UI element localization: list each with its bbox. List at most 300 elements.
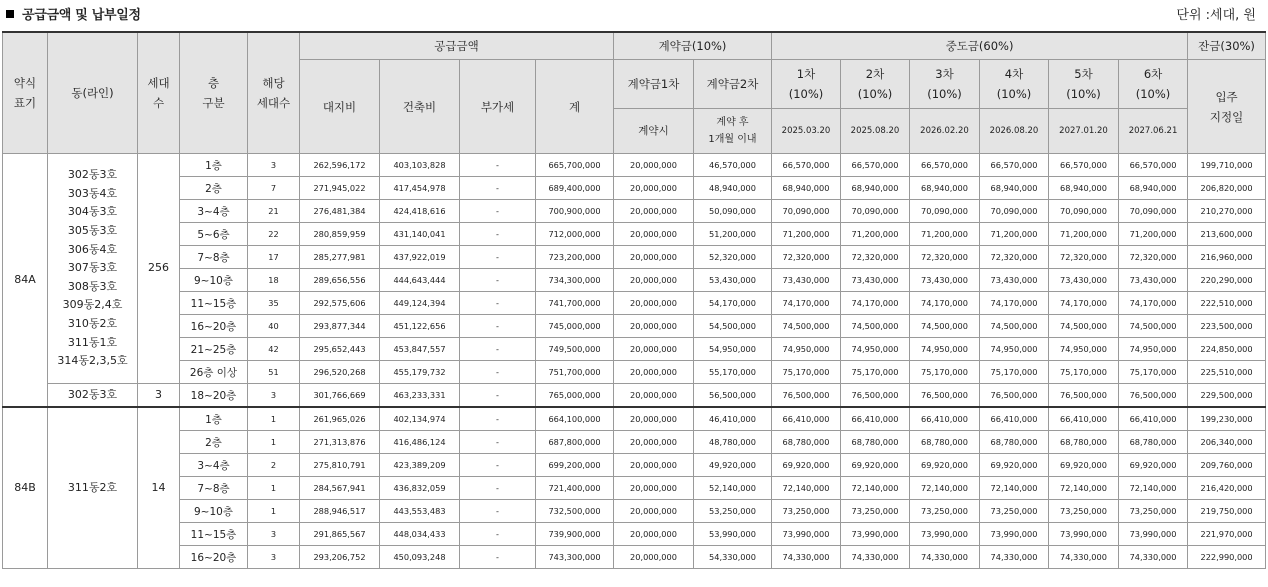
middle1-cell: 68,940,000 xyxy=(772,177,841,200)
floor-cell: 21~25층 xyxy=(180,338,248,361)
vat-cell: - xyxy=(460,454,536,477)
units-cell: 17 xyxy=(248,246,300,269)
table-row xyxy=(3,338,1266,361)
middle2-cell: 68,780,000 xyxy=(841,431,910,454)
middle1-cell: 74,330,000 xyxy=(772,546,841,569)
construction-price-cell: 448,034,433 xyxy=(380,523,460,546)
middle5-cell: 73,250,000 xyxy=(1049,500,1119,523)
middle6-cell: 74,330,000 xyxy=(1119,546,1188,569)
table-body xyxy=(3,154,1266,569)
middle4-cell: 68,780,000 xyxy=(980,431,1049,454)
table-row xyxy=(3,523,1266,546)
middle3-cell: 74,950,000 xyxy=(910,338,980,361)
units-cell: 3 xyxy=(248,154,300,177)
middle6-cell: 73,250,000 xyxy=(1119,500,1188,523)
total-price-cell: 765,000,000 xyxy=(536,384,614,408)
total-price-cell: 699,200,000 xyxy=(536,454,614,477)
middle3-cell: 75,170,000 xyxy=(910,361,980,384)
contract2-when: 계약 후 1개월 이내 xyxy=(694,109,772,154)
contract2-cell: 54,950,000 xyxy=(694,338,772,361)
supply-price-group-header: 공급금액 xyxy=(300,32,614,60)
building-lines-cell xyxy=(48,154,138,384)
balance-cell: 210,270,000 xyxy=(1188,200,1266,223)
total-price-cell: 734,300,000 xyxy=(536,269,614,292)
floor-cell: 11~15층 xyxy=(180,292,248,315)
construction-price-cell: 451,122,656 xyxy=(380,315,460,338)
col-middle5-header: 5차 (10%) xyxy=(1049,60,1119,109)
table-row xyxy=(3,454,1266,477)
middle2-cell: 73,430,000 xyxy=(841,269,910,292)
total-price-cell: 689,400,000 xyxy=(536,177,614,200)
col-balance-header: 입주 지정일 xyxy=(1188,60,1266,154)
construction-price-cell: 455,179,732 xyxy=(380,361,460,384)
balance-group-header: 잔금(30%) xyxy=(1188,32,1266,60)
balance-cell: 224,850,000 xyxy=(1188,338,1266,361)
balance-cell: 222,510,000 xyxy=(1188,292,1266,315)
col-land-header: 대지비 xyxy=(300,60,380,154)
building-line: 307동3호 xyxy=(67,261,118,275)
middle5-date: 2027.01.20 xyxy=(1049,109,1119,154)
middle6-cell: 73,990,000 xyxy=(1119,523,1188,546)
balance-cell: 199,710,000 xyxy=(1188,154,1266,177)
contract1-cell: 20,000,000 xyxy=(614,361,694,384)
land-price-cell: 275,810,791 xyxy=(300,454,380,477)
balance-cell: 223,500,000 xyxy=(1188,315,1266,338)
middle5-cell: 66,410,000 xyxy=(1049,407,1119,431)
middle2-cell: 74,950,000 xyxy=(841,338,910,361)
table-row xyxy=(3,315,1266,338)
middle5-cell: 74,170,000 xyxy=(1049,292,1119,315)
vat-cell: - xyxy=(460,200,536,223)
middle4-cell: 72,320,000 xyxy=(980,246,1049,269)
land-price-cell: 262,596,172 xyxy=(300,154,380,177)
balance-cell: 206,820,000 xyxy=(1188,177,1266,200)
floor-cell: 18~20층 xyxy=(180,384,248,408)
contract2-cell: 51,200,000 xyxy=(694,223,772,246)
middle4-cell: 73,250,000 xyxy=(980,500,1049,523)
middle6-cell: 72,140,000 xyxy=(1119,477,1188,500)
middle6-cell: 76,500,000 xyxy=(1119,384,1188,408)
middle1-cell: 72,320,000 xyxy=(772,246,841,269)
middle3-cell: 68,940,000 xyxy=(910,177,980,200)
middle4-date: 2026.08.20 xyxy=(980,109,1049,154)
units-cell: 51 xyxy=(248,361,300,384)
contract1-cell: 20,000,000 xyxy=(614,407,694,431)
middle3-cell: 66,570,000 xyxy=(910,154,980,177)
building-line: 311동2호 xyxy=(67,480,118,494)
middle2-cell: 66,410,000 xyxy=(841,407,910,431)
table-row xyxy=(3,500,1266,523)
building-line: 306동4호 xyxy=(67,242,118,256)
vat-cell: - xyxy=(460,315,536,338)
construction-price-cell: 431,140,041 xyxy=(380,223,460,246)
floor-cell: 16~20층 xyxy=(180,315,248,338)
middle-payment-group-header: 중도금(60%) xyxy=(772,32,1188,60)
middle1-cell: 74,950,000 xyxy=(772,338,841,361)
middle6-cell: 68,940,000 xyxy=(1119,177,1188,200)
middle4-cell: 72,140,000 xyxy=(980,477,1049,500)
middle1-cell: 73,990,000 xyxy=(772,523,841,546)
middle2-cell: 74,170,000 xyxy=(841,292,910,315)
vat-cell: - xyxy=(460,154,536,177)
middle3-cell: 73,990,000 xyxy=(910,523,980,546)
floor-cell: 3~4층 xyxy=(180,454,248,477)
households-cell: 14 xyxy=(138,407,180,569)
middle5-cell: 73,430,000 xyxy=(1049,269,1119,292)
contract2-cell: 48,780,000 xyxy=(694,431,772,454)
building-line: 305동3호 xyxy=(67,224,118,238)
contract2-cell: 54,330,000 xyxy=(694,546,772,569)
table-row xyxy=(3,246,1266,269)
balance-cell: 216,960,000 xyxy=(1188,246,1266,269)
price-schedule-table xyxy=(2,31,1266,569)
table-row xyxy=(3,431,1266,454)
vat-cell: - xyxy=(460,523,536,546)
units-cell: 2 xyxy=(248,454,300,477)
total-price-cell: 743,300,000 xyxy=(536,546,614,569)
floor-cell: 2층 xyxy=(180,177,248,200)
middle3-cell: 69,920,000 xyxy=(910,454,980,477)
middle6-cell: 75,170,000 xyxy=(1119,361,1188,384)
middle2-date: 2025.08.20 xyxy=(841,109,910,154)
col-construction-header: 건축비 xyxy=(380,60,460,154)
total-price-cell: 739,900,000 xyxy=(536,523,614,546)
middle5-cell: 76,500,000 xyxy=(1049,384,1119,408)
middle1-cell: 72,140,000 xyxy=(772,477,841,500)
contract1-cell: 20,000,000 xyxy=(614,477,694,500)
middle4-cell: 68,940,000 xyxy=(980,177,1049,200)
col-middle2-header: 2차 (10%) xyxy=(841,60,910,109)
floor-cell: 3~4층 xyxy=(180,200,248,223)
middle1-cell: 74,500,000 xyxy=(772,315,841,338)
vat-cell: - xyxy=(460,407,536,431)
construction-price-cell: 449,124,394 xyxy=(380,292,460,315)
vat-cell: - xyxy=(460,546,536,569)
table-row xyxy=(3,154,1266,177)
units-cell: 35 xyxy=(248,292,300,315)
floor-cell: 11~15층 xyxy=(180,523,248,546)
middle4-cell: 69,920,000 xyxy=(980,454,1049,477)
floor-cell: 7~8층 xyxy=(180,246,248,269)
building-line: 311동1호 xyxy=(67,335,118,349)
col-contract2-header: 계약금2차 xyxy=(694,60,772,109)
middle1-cell: 69,920,000 xyxy=(772,454,841,477)
floor-cell: 26층 이상 xyxy=(180,361,248,384)
table-row xyxy=(3,200,1266,223)
contract2-cell: 50,090,000 xyxy=(694,200,772,223)
building-line: 302동3호 xyxy=(67,168,118,182)
total-price-cell: 721,400,000 xyxy=(536,477,614,500)
units-cell: 1 xyxy=(248,431,300,454)
land-price-cell: 301,766,669 xyxy=(300,384,380,408)
land-price-cell: 261,965,026 xyxy=(300,407,380,431)
middle2-cell: 69,920,000 xyxy=(841,454,910,477)
col-middle4-header: 4차 (10%) xyxy=(980,60,1049,109)
balance-cell: 229,500,000 xyxy=(1188,384,1266,408)
units-cell: 1 xyxy=(248,477,300,500)
middle1-cell: 71,200,000 xyxy=(772,223,841,246)
contract1-cell: 20,000,000 xyxy=(614,246,694,269)
contract2-cell: 54,500,000 xyxy=(694,315,772,338)
type-cell: 84A xyxy=(3,154,48,408)
construction-price-cell: 424,418,616 xyxy=(380,200,460,223)
units-cell: 21 xyxy=(248,200,300,223)
bullet-square-icon xyxy=(6,10,14,18)
middle1-cell: 76,500,000 xyxy=(772,384,841,408)
middle4-cell: 74,500,000 xyxy=(980,315,1049,338)
construction-price-cell: 450,093,248 xyxy=(380,546,460,569)
middle3-cell: 74,170,000 xyxy=(910,292,980,315)
contract2-cell: 46,570,000 xyxy=(694,154,772,177)
col-building-header: 동(라인) xyxy=(48,32,138,154)
col-middle1-header: 1차 (10%) xyxy=(772,60,841,109)
middle1-cell: 66,410,000 xyxy=(772,407,841,431)
contract1-cell: 20,000,000 xyxy=(614,454,694,477)
middle4-cell: 76,500,000 xyxy=(980,384,1049,408)
building-line: 303동4호 xyxy=(67,186,118,200)
vat-cell: - xyxy=(460,246,536,269)
households-cell: 256 xyxy=(138,154,180,384)
middle6-cell: 72,320,000 xyxy=(1119,246,1188,269)
middle3-cell: 74,500,000 xyxy=(910,315,980,338)
middle6-cell: 69,920,000 xyxy=(1119,454,1188,477)
middle4-cell: 71,200,000 xyxy=(980,223,1049,246)
middle6-cell: 70,090,000 xyxy=(1119,200,1188,223)
units-cell: 7 xyxy=(248,177,300,200)
units-cell: 1 xyxy=(248,500,300,523)
contract2-cell: 54,170,000 xyxy=(694,292,772,315)
contract2-cell: 55,170,000 xyxy=(694,361,772,384)
building-lines-cell xyxy=(48,407,138,569)
vat-cell: - xyxy=(460,269,536,292)
col-floor-header: 층 구분 xyxy=(180,32,248,154)
construction-price-cell: 423,389,209 xyxy=(380,454,460,477)
middle5-cell: 72,320,000 xyxy=(1049,246,1119,269)
middle3-cell: 68,780,000 xyxy=(910,431,980,454)
balance-cell: 206,340,000 xyxy=(1188,431,1266,454)
units-cell: 42 xyxy=(248,338,300,361)
col-households-header: 세대 수 xyxy=(138,32,180,154)
construction-price-cell: 437,922,019 xyxy=(380,246,460,269)
floor-cell: 1층 xyxy=(180,154,248,177)
middle6-cell: 74,950,000 xyxy=(1119,338,1188,361)
middle5-cell: 72,140,000 xyxy=(1049,477,1119,500)
table-row xyxy=(3,384,1266,408)
middle2-cell: 73,990,000 xyxy=(841,523,910,546)
section-title xyxy=(6,4,141,23)
middle5-cell: 74,950,000 xyxy=(1049,338,1119,361)
vat-cell: - xyxy=(460,384,536,408)
floor-cell: 2층 xyxy=(180,431,248,454)
contract1-cell: 20,000,000 xyxy=(614,223,694,246)
vat-cell: - xyxy=(460,431,536,454)
middle5-cell: 68,940,000 xyxy=(1049,177,1119,200)
households-cell: 3 xyxy=(138,384,180,408)
vat-cell: - xyxy=(460,292,536,315)
land-price-cell: 284,567,941 xyxy=(300,477,380,500)
middle6-cell: 68,780,000 xyxy=(1119,431,1188,454)
building-line: 314동2,3,5호 xyxy=(57,354,128,368)
middle4-cell: 75,170,000 xyxy=(980,361,1049,384)
middle3-cell: 73,250,000 xyxy=(910,500,980,523)
balance-cell: 209,760,000 xyxy=(1188,454,1266,477)
contract1-cell: 20,000,000 xyxy=(614,292,694,315)
middle2-cell: 76,500,000 xyxy=(841,384,910,408)
middle3-cell: 71,200,000 xyxy=(910,223,980,246)
middle5-cell: 68,780,000 xyxy=(1049,431,1119,454)
land-price-cell: 288,946,517 xyxy=(300,500,380,523)
total-price-cell: 749,500,000 xyxy=(536,338,614,361)
balance-cell: 222,990,000 xyxy=(1188,546,1266,569)
col-total-header: 계 xyxy=(536,60,614,154)
middle2-cell: 73,250,000 xyxy=(841,500,910,523)
floor-cell: 1층 xyxy=(180,407,248,431)
contract2-cell: 52,140,000 xyxy=(694,477,772,500)
middle3-cell: 72,140,000 xyxy=(910,477,980,500)
middle1-cell: 70,090,000 xyxy=(772,200,841,223)
middle5-cell: 75,170,000 xyxy=(1049,361,1119,384)
building-line: 308동3호 xyxy=(67,279,118,293)
units-cell: 22 xyxy=(248,223,300,246)
vat-cell: - xyxy=(460,177,536,200)
units-cell: 3 xyxy=(248,523,300,546)
land-price-cell: 271,945,022 xyxy=(300,177,380,200)
land-price-cell: 293,206,752 xyxy=(300,546,380,569)
table-row xyxy=(3,177,1266,200)
title-text: 공급금액 및 납부일정 xyxy=(22,8,141,23)
middle5-cell: 70,090,000 xyxy=(1049,200,1119,223)
total-price-cell: 664,100,000 xyxy=(536,407,614,431)
contract1-cell: 20,000,000 xyxy=(614,384,694,408)
col-contract1-header: 계약금1차 xyxy=(614,60,694,109)
construction-price-cell: 436,832,059 xyxy=(380,477,460,500)
land-price-cell: 271,313,876 xyxy=(300,431,380,454)
units-cell: 18 xyxy=(248,269,300,292)
total-price-cell: 745,000,000 xyxy=(536,315,614,338)
vat-cell: - xyxy=(460,361,536,384)
balance-cell: 219,750,000 xyxy=(1188,500,1266,523)
middle1-date: 2025.03.20 xyxy=(772,109,841,154)
contract1-cell: 20,000,000 xyxy=(614,154,694,177)
land-price-cell: 291,865,567 xyxy=(300,523,380,546)
construction-price-cell: 444,643,444 xyxy=(380,269,460,292)
total-price-cell: 665,700,000 xyxy=(536,154,614,177)
balance-cell: 199,230,000 xyxy=(1188,407,1266,431)
contract-group-header: 계약금(10%) xyxy=(614,32,772,60)
contract2-cell: 53,430,000 xyxy=(694,269,772,292)
contract1-cell: 20,000,000 xyxy=(614,523,694,546)
vat-cell: - xyxy=(460,223,536,246)
floor-cell: 7~8층 xyxy=(180,477,248,500)
middle4-cell: 66,570,000 xyxy=(980,154,1049,177)
contract1-when: 계약시 xyxy=(614,109,694,154)
middle6-date: 2027.06.21 xyxy=(1119,109,1188,154)
col-middle6-header: 6차 (10%) xyxy=(1119,60,1188,109)
building-line: 309동2,4호 xyxy=(62,298,123,312)
middle2-cell: 70,090,000 xyxy=(841,200,910,223)
middle4-cell: 70,090,000 xyxy=(980,200,1049,223)
middle6-cell: 73,430,000 xyxy=(1119,269,1188,292)
contract2-cell: 53,250,000 xyxy=(694,500,772,523)
middle5-cell: 66,570,000 xyxy=(1049,154,1119,177)
table-row xyxy=(3,223,1266,246)
table-row xyxy=(3,269,1266,292)
col-middle3-header: 3차 (10%) xyxy=(910,60,980,109)
table-row xyxy=(3,546,1266,569)
total-price-cell: 700,900,000 xyxy=(536,200,614,223)
contract2-cell: 52,320,000 xyxy=(694,246,772,269)
middle6-cell: 66,410,000 xyxy=(1119,407,1188,431)
middle2-cell: 74,330,000 xyxy=(841,546,910,569)
contract1-cell: 20,000,000 xyxy=(614,431,694,454)
contract2-cell: 56,500,000 xyxy=(694,384,772,408)
middle1-cell: 74,170,000 xyxy=(772,292,841,315)
middle5-cell: 74,330,000 xyxy=(1049,546,1119,569)
top-bar xyxy=(0,0,1268,30)
table-row xyxy=(3,361,1266,384)
construction-price-cell: 463,233,331 xyxy=(380,384,460,408)
construction-price-cell: 403,103,828 xyxy=(380,154,460,177)
contract1-cell: 20,000,000 xyxy=(614,269,694,292)
balance-cell: 220,290,000 xyxy=(1188,269,1266,292)
contract2-cell: 46,410,000 xyxy=(694,407,772,431)
vat-cell: - xyxy=(460,477,536,500)
land-price-cell: 293,877,344 xyxy=(300,315,380,338)
construction-price-cell: 453,847,557 xyxy=(380,338,460,361)
middle2-cell: 72,140,000 xyxy=(841,477,910,500)
land-price-cell: 289,656,556 xyxy=(300,269,380,292)
vat-cell: - xyxy=(460,338,536,361)
middle5-cell: 74,500,000 xyxy=(1049,315,1119,338)
middle3-date: 2026.02.20 xyxy=(910,109,980,154)
contract1-cell: 20,000,000 xyxy=(614,338,694,361)
middle3-cell: 66,410,000 xyxy=(910,407,980,431)
middle1-cell: 75,170,000 xyxy=(772,361,841,384)
balance-cell: 213,600,000 xyxy=(1188,223,1266,246)
building-line: 304동3호 xyxy=(67,205,118,219)
land-price-cell: 276,481,384 xyxy=(300,200,380,223)
contract2-cell: 53,990,000 xyxy=(694,523,772,546)
construction-price-cell: 443,553,483 xyxy=(380,500,460,523)
middle3-cell: 70,090,000 xyxy=(910,200,980,223)
middle4-cell: 73,990,000 xyxy=(980,523,1049,546)
middle2-cell: 66,570,000 xyxy=(841,154,910,177)
middle5-cell: 69,920,000 xyxy=(1049,454,1119,477)
units-cell: 3 xyxy=(248,384,300,408)
middle3-cell: 73,430,000 xyxy=(910,269,980,292)
total-price-cell: 723,200,000 xyxy=(536,246,614,269)
middle3-cell: 74,330,000 xyxy=(910,546,980,569)
land-price-cell: 296,520,268 xyxy=(300,361,380,384)
units-cell: 1 xyxy=(248,407,300,431)
middle2-cell: 71,200,000 xyxy=(841,223,910,246)
contract2-cell: 48,940,000 xyxy=(694,177,772,200)
middle1-cell: 73,250,000 xyxy=(772,500,841,523)
floor-cell: 5~6층 xyxy=(180,223,248,246)
middle2-cell: 75,170,000 xyxy=(841,361,910,384)
land-price-cell: 295,652,443 xyxy=(300,338,380,361)
building-line: 302동3호 xyxy=(67,387,118,401)
middle4-cell: 66,410,000 xyxy=(980,407,1049,431)
middle3-cell: 72,320,000 xyxy=(910,246,980,269)
middle4-cell: 73,430,000 xyxy=(980,269,1049,292)
middle4-cell: 74,170,000 xyxy=(980,292,1049,315)
middle4-cell: 74,950,000 xyxy=(980,338,1049,361)
contract1-cell: 20,000,000 xyxy=(614,315,694,338)
construction-price-cell: 402,134,974 xyxy=(380,407,460,431)
table-row xyxy=(3,477,1266,500)
middle2-cell: 72,320,000 xyxy=(841,246,910,269)
